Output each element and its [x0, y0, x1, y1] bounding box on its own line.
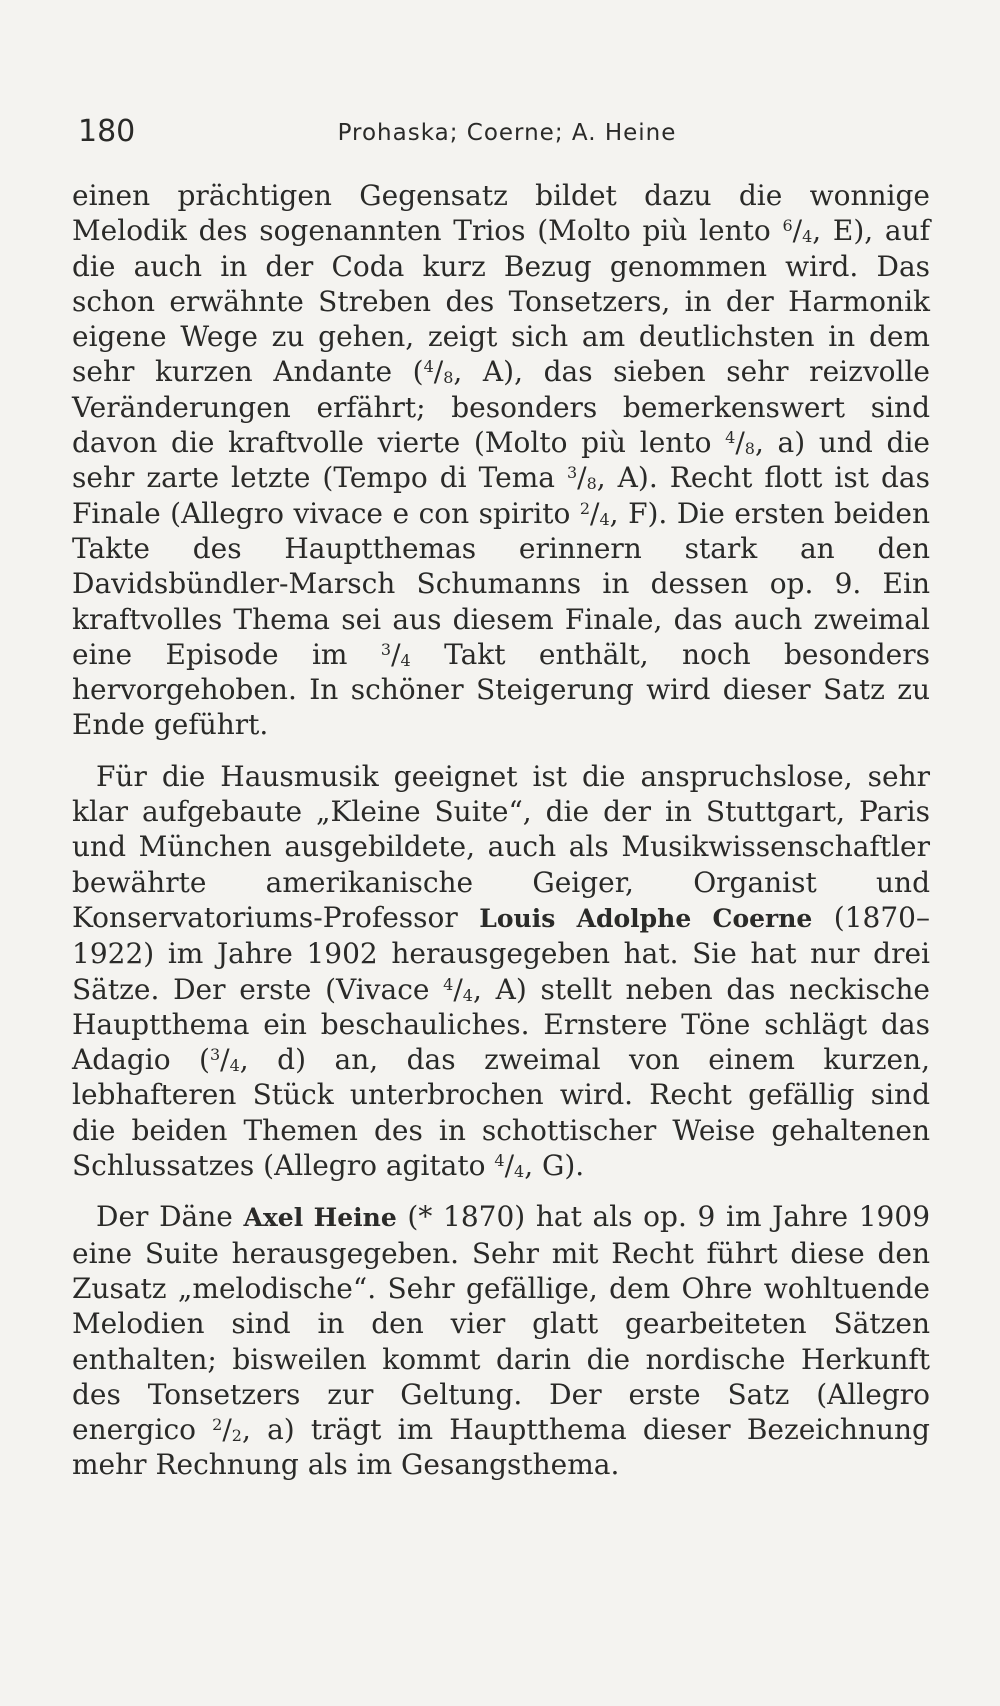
paragraph-1: einen prächtigen Gegensatz bildet dazu die wonnige Melodik des sogenannten Trios (Molto più lento $^6/_4$, E), auf die auch in der Coda kurz Bezug genommen wird. Das schon erwähnte Streben des Tonsetzers, in der Harmonik eigene Wege zu gehen, zeigt sich am deutlichsten in dem sehr kurzen Andante ($^4/_8$, A), das sieben sehr reizvolle Veränderungen erfährt; besonders bemerkenswert sind davon die kraftvolle vierte (Molto più lento $^4/_8$, a) und die sehr zarte letzte (Tempo di Tema $^3/_8$, A). Recht flott ist das Finale (Allegro vivace e con spirito $^2/_4$, F). Die ersten beiden Takte des Hauptthemas erinnern stark an den Davidsbündler-Marsch Schumanns in dessen op. 9. Ein kraftvolles Thema sei aus diesem Finale, das auch zweimal eine Episode im $^3/_4$ Takt enthält, noch besonders hervorgehoben. In schöner Steigerung wird dieser Satz zu Ende geführt.	[72, 179, 931, 742]
page-number: 180	[78, 114, 136, 149]
fraction-numerator: 3	[380, 639, 392, 659]
page-header	[78, 114, 936, 154]
person-name-heine: Axel Heine	[243, 1203, 397, 1233]
fraction-numerator: 4	[443, 974, 454, 994]
fraction-denominator: 4	[229, 1056, 240, 1076]
fraction-numerator: 6	[782, 216, 793, 236]
paragraph-2: Für die Hausmusik geeignet ist die anspruchslose, sehr klar aufgebaute „Kleine Suite“, die der in Stuttgart, Paris und München ausgebildete, auch als Musikwissenschaftler bewährte amerikanische Geiger, Organist und Konservatoriums-Professor Louis Adolphe Coerne (1870–1922) im Jahre 1902 herausgegeben hat. Sie hat nur drei Sätze. Der erste (Vivace $^4/_4$, A) stellt neben das neckische Hauptthema ein beschauliches. Ernstere Töne schlägt das Adagio ($^3/_4$, d) an, das zweimal von einem kurzen, lebhafteren Stück unterbrochen wird. Recht gefällig sind die beiden Themen des in schottischer Weise gehaltenen Schlussatzes (Allegro agitato $^4/_4$, G).	[72, 759, 930, 1183]
body-text	[72, 178, 930, 1483]
fraction-denominator: 8	[744, 439, 755, 459]
fraction-numerator: 3	[209, 1045, 221, 1065]
fraction-denominator: 4	[400, 650, 411, 670]
running-head: Prohaska; Coerne; A. Heine	[337, 120, 677, 146]
fraction-numerator: 4	[725, 428, 736, 448]
fraction-numerator: 2	[212, 1415, 223, 1435]
fraction-numerator: 3	[566, 463, 578, 483]
person-name-coerne: Louis Adolphe Coerne	[479, 903, 813, 933]
fraction-numerator: 4	[494, 1151, 505, 1171]
fraction-numerator: 4	[423, 357, 434, 377]
fraction-denominator: 4	[599, 509, 610, 529]
fraction-denominator: 8	[586, 474, 597, 494]
fraction-denominator: 4	[802, 227, 813, 247]
fraction-denominator: 2	[231, 1426, 242, 1446]
paragraph-3: Der Däne Axel Heine (* 1870) hat als op. 9 im Jahre 1909 eine Suite herausgegeben. Sehr mit Recht führt diese den Zusatz „melodische“. Sehr gefällige, dem Ohre wohltuende Melodien sind in den vier glatt gearbeiteten Sätzen enthalten; bisweilen kommt darin die nordische Herkunft des Tonsetzers zur Geltung. Der erste Satz (Allegro energico $^2/_2$, a) trägt im Hauptthema dieser Bezeichnung mehr Rechnung als im Gesangsthema.	[72, 1200, 931, 1482]
fraction-denominator: 4	[462, 985, 473, 1005]
fraction-denominator: 4	[514, 1162, 525, 1182]
fraction-denominator: 8	[443, 368, 454, 388]
fraction-numerator: 2	[579, 498, 591, 518]
